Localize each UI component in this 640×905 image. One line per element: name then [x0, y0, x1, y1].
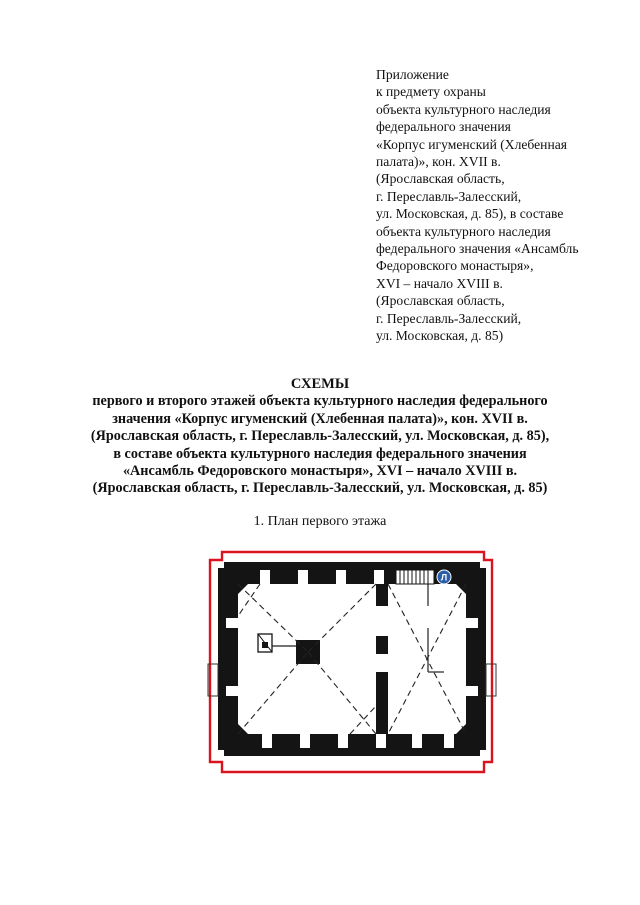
staircase: [396, 570, 434, 584]
stove: [258, 634, 272, 652]
annex-line: объекта культурного наследия: [376, 101, 551, 117]
annex-line: г. Переславль-Залесский,: [376, 188, 522, 204]
annex-block: [376, 66, 579, 345]
title-line: значения «Корпус игуменский (Хлебенная палата)», кон. XVII в.: [112, 410, 528, 427]
title-line: (Ярославская область, г. Переславль-Залесский, ул. Московская, д. 85),: [90, 428, 550, 445]
document-title: [30, 376, 610, 498]
annex-line: «Корпус игуменский (Хлебенная: [376, 136, 568, 152]
annex-line: (Ярославская область,: [376, 293, 505, 309]
annex-line: ул. Московская, д. 85), в составе: [376, 206, 564, 222]
title-line: (Ярославская область, г. Переславль-Залесский, ул. Московская, д. 85): [92, 480, 548, 497]
annex-line: г. Переславль-Залесский,: [376, 310, 522, 326]
title-line: первого и второго этажей объекта культурного наследия федерального: [92, 393, 548, 410]
annex-line: (Ярославская область,: [376, 171, 505, 187]
annex-line: федерального значения «Ансамбль: [376, 241, 579, 257]
outer-walls: [218, 562, 486, 756]
title-line: «Ансамбль Федоровского монастыря», XVI – начало XVIII в.: [122, 463, 518, 480]
vault-lines: [238, 584, 466, 734]
annex-line: Приложение: [376, 67, 449, 82]
title-line: в составе объекта культурного наследия федерального значения: [113, 445, 527, 462]
annex-line: объекта культурного наследия: [376, 223, 551, 239]
wall-notches: [218, 562, 486, 756]
first-floor-plan: [200, 546, 502, 778]
side-porches: [208, 664, 496, 696]
pier-thickenings: [238, 584, 466, 734]
plan-caption: 1. План первого этажа: [253, 514, 387, 529]
annex-line: федерального значения: [376, 119, 511, 135]
annex-line: ул. Московская, д. 85): [376, 328, 504, 344]
annex-line: палата)», кон. XVII в.: [376, 154, 501, 170]
title-heading: СХЕМЫ: [290, 376, 350, 392]
annex-line: к предмету охраны: [376, 84, 486, 100]
stair-marker: [437, 570, 451, 584]
stair-marker-label: Л: [440, 572, 448, 583]
annex-line: XVI – начало XVIII в.: [376, 275, 503, 291]
annex-line: Федоровского монастыря»,: [376, 258, 534, 274]
